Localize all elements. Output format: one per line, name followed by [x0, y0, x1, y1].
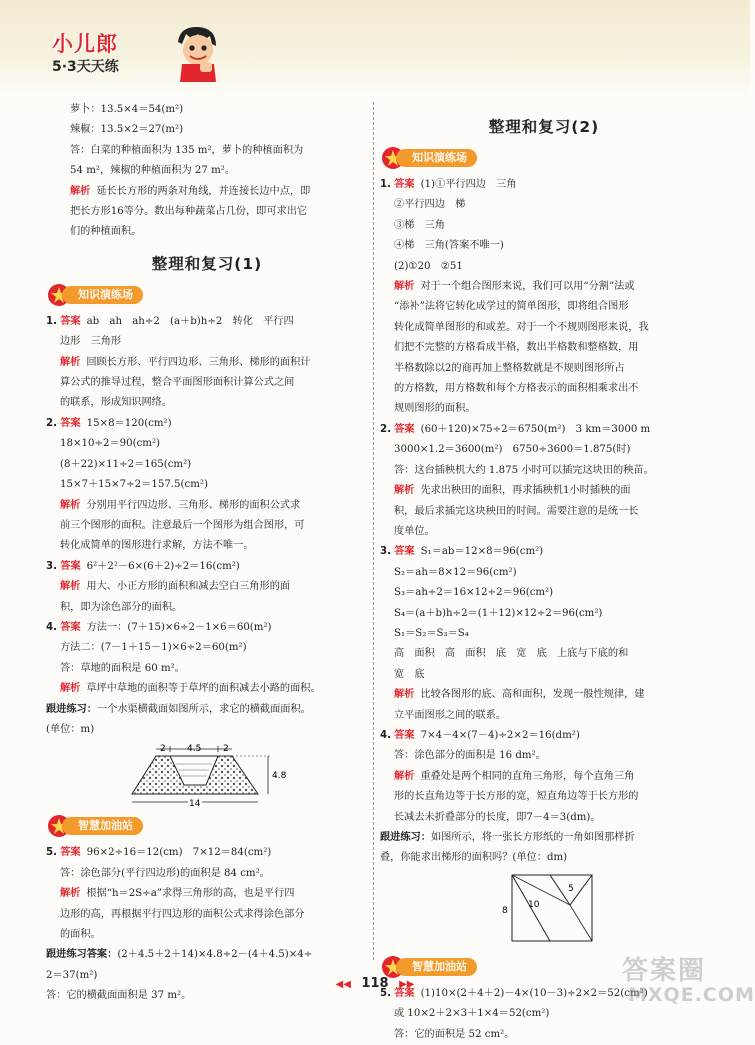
text-line: 方法二：(7－1＋15－1)×6÷2＝60(m²): [60, 642, 247, 654]
text-line: 15×7＋15×7÷2＝157.5(cm²): [60, 479, 208, 491]
text-line: ③梯 三角: [394, 219, 445, 231]
folded-rect-figure: [380, 869, 708, 951]
text-line: 叠，你能求出梯形的面积吗？(单位：dm): [380, 852, 568, 864]
text-line: S₃＝ah÷2＝16×12÷2＝96(cm²): [394, 587, 554, 599]
question-3: 3. 答案 6²＋2²－6×(6＋2)÷2＝16(cm²): [46, 560, 240, 572]
section-title: 整理和复习(1): [151, 254, 263, 273]
text-line: S₄＝(a＋b)h÷2＝(1＋12)×12÷2＝96(cm²): [394, 607, 603, 619]
text-line: 们的种植面积。: [70, 226, 142, 238]
text-line: 立平面图形之间的联系。: [394, 709, 507, 721]
question-1: 1. 答案 ab ah ah÷2 (a＋b)h÷2 转化 平行四: [46, 315, 294, 327]
banner-label: 智慧加油站: [396, 958, 477, 976]
text-line: 转化成简单的图形进行求解，方法不唯一。: [60, 540, 254, 552]
knowledge-banner: [380, 145, 708, 171]
text-line: 宽 底: [394, 668, 425, 680]
question-5: 5. 答案 96×2÷16＝12(cm) 7×12＝84(cm²): [46, 847, 272, 859]
analysis-line: 解析 比较各图形的底、高和面积，发现一般性规律，建: [394, 689, 645, 701]
dim-10: 10: [528, 899, 540, 910]
text-line: (2)①20 ②51: [394, 260, 463, 272]
watermark-line1: 答案圈: [622, 956, 707, 986]
dim-top-middle: 4.5: [187, 744, 202, 755]
next-arrows-icon: ▶▶: [399, 979, 415, 990]
analysis-line: 解析 先求出秧田的面积，再求插秧机1小时插秧的面: [394, 485, 631, 497]
text-line: 的面积。: [60, 929, 101, 940]
text-line: 答：草地的面积是 60 m²。: [60, 662, 185, 674]
text-line: 形的长直角边等于长方形的宽，短直角边等于长方形的: [394, 791, 639, 803]
analysis-line: 解析 重叠处是两个相同的直角三角形，每个直角三角: [394, 770, 635, 782]
question-5: 5. 答案 (1)10×(2＋4＋2)－4×(10－3)÷2×2＝52(cm²): [380, 987, 648, 999]
text-line: 2＝37(m²): [46, 969, 98, 981]
analysis-line: 解析 草坪中草地的面积等于草坪的面积减去小路的面积。: [60, 683, 321, 695]
text-line: 答：涂色部分的面积是 16 dm²。: [394, 750, 546, 762]
question-3: 3. 答案 S₁＝ab＝12×8＝96(cm²): [380, 546, 544, 558]
brand-subtitle: 5·3天天练: [52, 59, 119, 75]
text-line: 答：它的面积是 52 cm²。: [394, 1028, 515, 1040]
text-line: 规则图形的面积。: [394, 403, 476, 415]
text-line: 转化成简单图形的和或差。对于一个不规则图形来说，我: [394, 321, 649, 333]
text-line: 前三个图形的面积。注意最后一个图形为组合图形，可: [60, 519, 305, 531]
question-4: 4. 答案 7×4－4×(7－4)÷2×2＝16(dm²): [380, 729, 580, 741]
analysis-line: 解析 分别用平行四边形、三角形、梯形的面积公式求: [60, 499, 301, 511]
question-1: 1. 答案 (1)①平行四边 三角: [380, 179, 517, 190]
section-title: 整理和复习(2): [488, 118, 600, 136]
follow-answer: 跟进练习答案：(2＋4.5＋2＋14)×4.8÷2－(4＋4.5)×4÷: [46, 949, 313, 961]
text-line: ④梯 三角(答案不唯一): [394, 240, 504, 252]
site-watermark: [618, 950, 755, 1014]
text-line: 们把不完整的方格看成半格，数出半格数和整格数，用: [394, 342, 639, 354]
right-column: [380, 100, 708, 1045]
follow-practice: 跟进练习：一个水渠横截面如图所示，求它的横截面面积。: [46, 703, 311, 715]
brand-logo: [52, 22, 202, 84]
text-line: 辣椒：13.5×2＝27(m²): [70, 124, 184, 136]
text-line: 答：白菜的种植面积为 135 m²，萝卜的种植面积为: [70, 144, 304, 156]
text-line: 萝卜：13.5×4＝54(m²): [70, 104, 184, 115]
question-4: 4. 答案 方法一：(7＋15)×6÷2－1×6＝60(m²): [46, 621, 272, 633]
text-line: (单位：m): [46, 723, 95, 735]
dim-top-right: 2: [223, 744, 229, 755]
text-line: ②平行四边 梯: [394, 199, 466, 211]
text-line: 长减去未折叠部分的长度，即7－4＝3(dm)。: [394, 811, 601, 823]
text-line: 答：它的横截面面积是 37 m²。: [46, 990, 192, 1002]
text-line: 的联系，形成知识网络。: [60, 397, 173, 409]
knowledge-banner: [46, 282, 368, 308]
analysis-line: 解析 对于一个组合图形来说，我们可以用“分割”法或: [394, 281, 635, 293]
text-line: S₁＝S₂＝S₃＝S₄: [394, 627, 469, 639]
banner-label: 智慧加油站: [62, 817, 143, 835]
text-line: 3000×1.2＝3600(m²) 6750÷3600＝1.875(时): [394, 444, 631, 456]
mascot-boy-icon: [170, 24, 222, 84]
text-line: 答：涂色部分(平行四边形)的面积是 84 cm²。: [60, 867, 270, 879]
analysis-tag: 解析: [70, 185, 91, 197]
banner-label: 知识演练场: [62, 286, 143, 304]
analysis-line: 解析 回顾长方形、平行四边形、三角形、梯形的面积计: [60, 356, 311, 368]
dim-8: 8: [502, 905, 508, 916]
brand-title: 小儿郎: [52, 32, 118, 56]
prev-arrows-icon: ◀◀: [335, 979, 351, 990]
banner-label: 知识演练场: [396, 149, 477, 167]
text-line: S₂＝ah＝8×12＝96(cm²): [394, 566, 517, 578]
analysis-line: 解析 根据“h＝2S÷a”求得三角形的高，也是平行四: [60, 888, 295, 900]
question-2: 2. 答案 (60＋120)×75÷2＝6750(m²) 3 km＝3000 m: [380, 423, 651, 435]
text-line: (8＋22)×11÷2＝165(cm²): [60, 458, 192, 470]
text-line: 把长方形16等分。数出每种蔬菜占几份，即可求出它: [70, 206, 308, 218]
wisdom-banner: [46, 813, 368, 839]
analysis-line: 解析 延长长方形的两条对角线，并连接长边中点，即: [46, 182, 368, 202]
text-line: 的方格数，用方格数和每个方格表示的面积相乘求出不: [394, 383, 639, 395]
text-line: “添补”法将它转化成学过的简单图形，即将组合图形: [394, 301, 629, 313]
text-line: 边形的高，再根据平行四边形的面积公式求得涂色部分: [60, 908, 305, 920]
analysis-line: 解析 用大、小正方形的面积和减去空白三角形的面: [60, 581, 291, 593]
text-line: 积，最后求插完这块秧田的时间。需要注意的是统一长: [394, 505, 639, 517]
text-line: 或 10×2＋2×3＋1×4＝52(cm²): [394, 1008, 550, 1020]
follow-practice: 跟进练习：如图所示，将一张长方形纸的一角如图那样折: [380, 832, 635, 843]
watermark-line2: MXQE.COM: [628, 984, 755, 1006]
trapezoid-figure: [46, 740, 368, 810]
left-column: [46, 100, 368, 1007]
text-line: 积，即为涂色部分的面积。: [60, 601, 183, 613]
dim-5: 5: [568, 883, 574, 894]
page-number: 118: [361, 976, 389, 991]
text-line: 半格数除以2的商再加上整格数就是不规则图形所占: [394, 362, 625, 374]
text-line: 答：这台插秧机大约 1.875 小时可以插完这块田的秧苗。: [394, 464, 654, 476]
text-line: 54 m²，辣椒的种植面积为 27 m²。: [70, 165, 236, 177]
dim-top-left: 2: [160, 744, 166, 755]
text-line: 算公式的推导过程，整合平面图形面积计算公式之间: [60, 377, 295, 389]
text-line: 高 面积 高 面积 底 宽 底 上底与下底的和: [394, 648, 629, 660]
text-line: 18×10÷2＝90(cm²): [60, 438, 161, 450]
text-line: 度单位。: [394, 525, 435, 537]
question-2: 2. 答案 15×8＝120(cm²): [46, 417, 172, 429]
text-line: 边形 三角形: [60, 336, 122, 348]
canal-cross-section-figure: [46, 740, 368, 810]
dim-bottom: 14: [189, 799, 201, 810]
dim-height: 4.8: [272, 771, 287, 782]
column-divider: [373, 102, 374, 960]
folded-paper-figure: [380, 869, 708, 951]
